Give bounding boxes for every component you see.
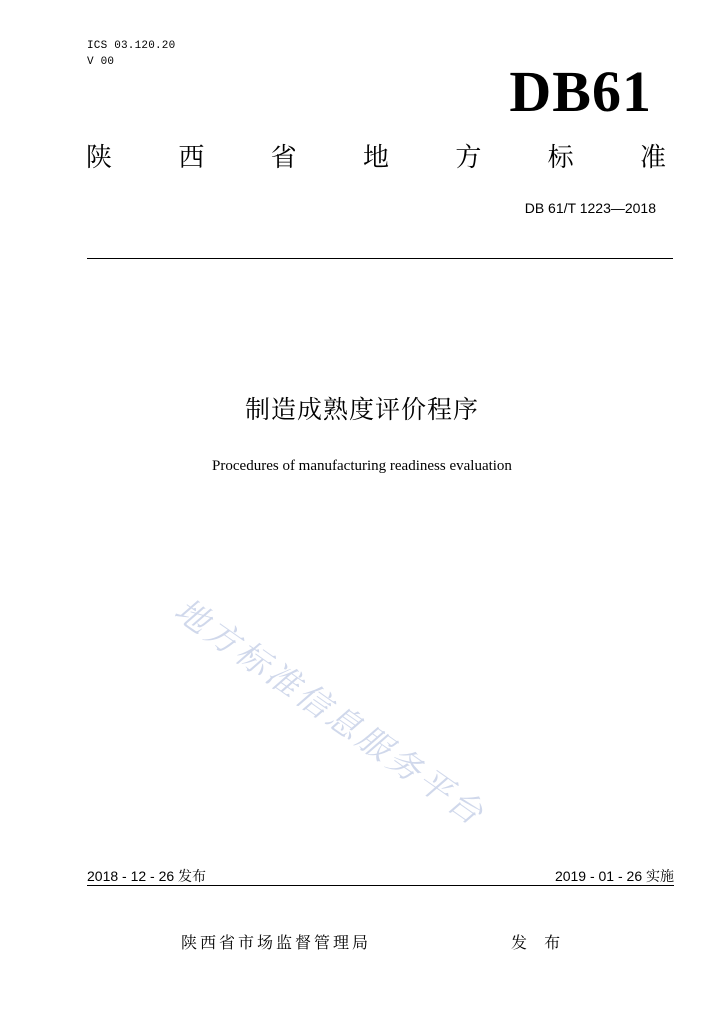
ics-code: ICS 03.120.20 [87, 40, 176, 52]
issue-label: 发 布 [511, 933, 567, 952]
standard-type-char: 方 [455, 143, 482, 173]
standard-type-char: 省 [270, 143, 297, 173]
header-divider [87, 258, 673, 259]
standard-type-char: 西 [178, 143, 205, 173]
issuing-authority: 陕西省市场监督管理局 [181, 933, 372, 952]
standard-type-char: 地 [362, 143, 389, 173]
standard-type-char: 准 [639, 143, 666, 173]
standard-mark: DB61 [509, 59, 652, 124]
document-title-chinese: 制造成熟度评价程序 [244, 395, 479, 424]
standard-type-char: 标 [547, 143, 574, 173]
footer-divider [87, 885, 674, 886]
document-title-english: Procedures of manufacturing readiness evaluation [212, 458, 512, 474]
implementation-date: 2019 - 01 - 26 实施 [554, 868, 674, 884]
class-code: V 00 [87, 56, 115, 68]
issue-date: 2018 - 12 - 26 发布 [87, 868, 207, 884]
standard-type-title [86, 140, 666, 176]
standard-type-char: 陕 [86, 143, 113, 173]
watermark: 地方标准信息服务平台 [167, 590, 494, 835]
standard-number: DB 61/T 1223—2018 [524, 200, 656, 216]
classification-codes [87, 38, 175, 70]
